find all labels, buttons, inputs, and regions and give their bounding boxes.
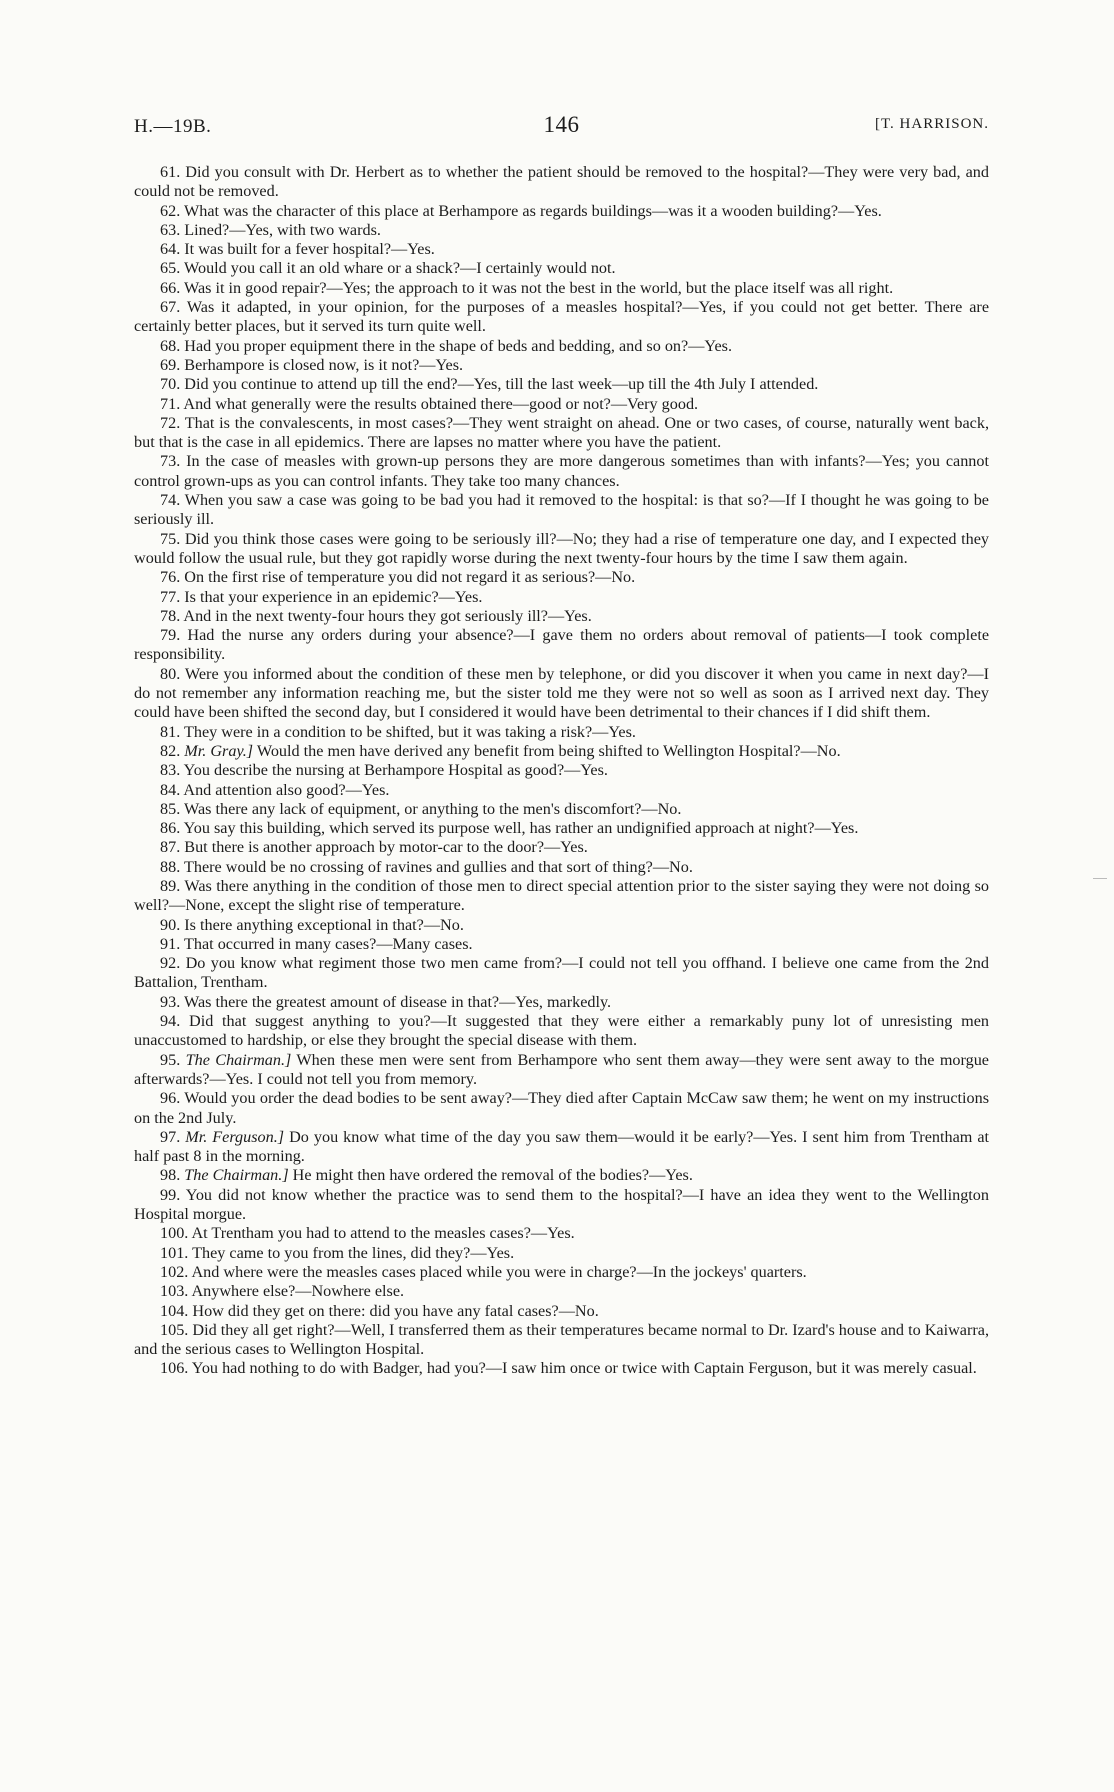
qa-text: 74. When you saw a case was going to be bad you had it removed to the hospital: is that so?—If I thought he was going to be seriously ill. (134, 491, 989, 529)
qa-text: 72. That is the convalescents, in most cases?—They went straight on ahead. One or two cases, of course, naturally went back, but that is the case in all epidemics. There are lapses no matter where you have the patient. (134, 413, 989, 452)
qa-text: Do you know what time of the day you saw them—would it be early?—Yes. I sent him from Trentham at half past 8 in the morning. (134, 1127, 990, 1166)
qa-text: 84. And attention also good?—Yes. (160, 780, 390, 799)
qa-paragraph (134, 1321, 989, 1360)
qa-paragraph (134, 1263, 989, 1282)
qa-text: 76. On the first rise of temperature you did not regard it as serious?—No. (160, 568, 636, 587)
qa-paragraph (134, 588, 989, 607)
qa-text: 91. That occurred in many cases?—Many cases. (160, 934, 473, 953)
qa-paragraph (134, 993, 989, 1012)
qa-paragraph (134, 356, 989, 375)
qa-text: 64. It was built for a fever hospital?—Yes. (160, 240, 435, 259)
qa-text: 93. Was there the greatest amount of disease in that?—Yes, markedly. (160, 992, 612, 1011)
qa-paragraph (134, 279, 989, 298)
qa-text: 80. Were you informed about the condition of these men by telephone, or did you discover it when you came in next day?—I do not remember any information reaching me, but the sister told me they were not so well as soon as I arrived next day. They could have been shifted the second day, but I considered it would have been detrimental to their chances if I did shift them. (134, 664, 989, 722)
qa-paragraph (134, 1282, 989, 1301)
testimony-body (134, 163, 989, 1379)
qa-text: 94. Did that suggest anything to you?—It suggested that they were either a remarkably puny lot of unresisting men unaccustomed to hardship, or else they brought the special disease with them. (134, 1012, 989, 1050)
qa-text: 99. You did not know whether the practice was to send them to the hospital?—I have an idea they went to the Wellington Hospital morgue. (134, 1185, 989, 1224)
speaker-label: Mr. Ferguson.] (185, 1127, 285, 1146)
qa-paragraph (134, 1166, 989, 1185)
page-header (134, 112, 989, 146)
qa-text: 88. There would be no crossing of ravines and gullies and that sort of thing?—No. (160, 857, 693, 876)
margin-mark (1093, 878, 1107, 879)
qa-text: 92. Do you know what regiment those two men came from?—I could not tell you offhand. I believe one came from the 2nd Battalion, Trentham. (134, 954, 989, 992)
qa-paragraph (134, 163, 989, 202)
qa-text: 75. Did you think those cases were going to be seriously ill?—No; they had a rise of temperature one day, and I expected they would follow the usual rule, but they got rapidly worse during the next twenty-four hours by the time I saw them again. (134, 529, 989, 567)
qa-text: 67. Was it adapted, in your opinion, for the purposes of a measles hospital?—Yes, if you could not get better. There are certainly better places, but it served its turn quite well. (134, 298, 989, 336)
qa-paragraph (134, 1051, 989, 1090)
qa-paragraph (134, 337, 989, 356)
qa-text: 89. Was there anything in the condition of those men to direct special attention prior to the sister saying they were not doing so well?—None, except the slight rise of temperature. (134, 876, 989, 915)
question-number: 82. (160, 741, 181, 760)
speaker-label: Mr. Gray.] (184, 741, 254, 760)
qa-text: 85. Was there any lack of equipment, or anything to the men's discomfort?—No. (160, 799, 682, 818)
qa-paragraph (134, 1128, 989, 1167)
question-number: 98. (160, 1166, 181, 1185)
qa-paragraph (134, 259, 989, 278)
qa-paragraph (134, 665, 989, 723)
qa-text: 71. And what generally were the results obtained there—good or not?—Very good. (160, 394, 699, 413)
qa-text: 73. In the case of measles with grown-up persons they are more dangerous sometimes than with infants?—Yes; you cannot control grown-ups as you can control infants. They take too many chances. (134, 452, 989, 490)
qa-paragraph (134, 491, 989, 530)
page-number: 146 (543, 112, 580, 137)
qa-text: 103. Anywhere else?—Nowhere else. (160, 1282, 405, 1301)
qa-text: 100. At Trentham you had to attend to the measles cases?—Yes. (160, 1224, 575, 1243)
qa-paragraph (134, 221, 989, 240)
qa-text: 68. Had you proper equipment there in the shape of beds and bedding, and so on?—Yes. (160, 336, 732, 355)
qa-text: 104. How did they get on there: did you have any fatal cases?—No. (160, 1301, 599, 1320)
qa-text: 90. Is there anything exceptional in that?—No. (160, 915, 464, 934)
qa-text: 63. Lined?—Yes, with two wards. (160, 220, 381, 239)
qa-paragraph (134, 1359, 989, 1378)
qa-paragraph (134, 916, 989, 935)
qa-text: 61. Did you consult with Dr. Herbert as to whether the patient should be removed to the hospital?—They were very bad, and could not be removed. (134, 163, 989, 201)
qa-paragraph (134, 530, 989, 569)
qa-text: 81. They were in a condition to be shifted, but it was taking a risk?—Yes. (160, 722, 636, 741)
qa-text: 87. But there is another approach by motor-car to the door?—Yes. (160, 838, 588, 857)
qa-text: 102. And where were the measles cases placed while you were in charge?—In the jockeys' quarters. (160, 1262, 807, 1281)
qa-paragraph (134, 375, 989, 394)
qa-paragraph (134, 626, 989, 665)
speaker-label: The Chairman.] (185, 1050, 292, 1069)
qa-text: When these men were sent from Berhampore who sent them away—they were sent away to the morgue afterwards?—Yes. I could not tell you from memory. (134, 1050, 989, 1088)
qa-paragraph (134, 452, 989, 491)
qa-text: 62. What was the character of this place at Berhampore as regards buildings—was it a wooden building?—Yes. (160, 201, 882, 220)
qa-paragraph (134, 1186, 989, 1225)
qa-paragraph (134, 819, 989, 838)
qa-text: 101. They came to you from the lines, did they?—Yes. (160, 1243, 515, 1262)
qa-paragraph (134, 607, 989, 626)
qa-paragraph (134, 838, 989, 857)
qa-text: 105. Did they all get right?—Well, I transferred them as their temperatures became normal to Dr. Izard's house and to Kaiwarra, and the serious cases to Wellington Hospital. (134, 1320, 989, 1359)
qa-text: 96. Would you order the dead bodies to be sent away?—They died after Captain McCaw saw them; he went on my instructions on the 2nd July. (134, 1089, 989, 1127)
qa-text: 77. Is that your experience in an epidemic?—Yes. (160, 587, 483, 606)
report-code: H.—19B. (134, 116, 212, 137)
speaker-label: The Chairman.] (184, 1166, 289, 1185)
qa-paragraph (134, 954, 989, 993)
qa-paragraph (134, 877, 989, 916)
qa-paragraph (134, 1089, 989, 1128)
qa-paragraph (134, 781, 989, 800)
qa-paragraph (134, 761, 989, 780)
qa-text: 65. Would you call it an old whare or a shack?—I certainly would not. (160, 259, 616, 278)
qa-text: Would the men have derived any benefit from being shifted to Wellington Hospital?—No. (256, 741, 841, 760)
qa-text: 78. And in the next twenty-four hours they got seriously ill?—Yes. (160, 606, 592, 625)
qa-paragraph (134, 202, 989, 221)
qa-paragraph (134, 1012, 989, 1051)
qa-paragraph (134, 935, 989, 954)
qa-paragraph (134, 1224, 989, 1243)
qa-paragraph (134, 1244, 989, 1263)
qa-text: 69. Berhampore is closed now, is it not?—Yes. (160, 355, 464, 374)
qa-text: 70. Did you continue to attend up till the end?—Yes, till the last week—up till the 4th July I attended. (160, 375, 819, 394)
qa-text: 86. You say this building, which served its purpose well, has rather an undignified approach at night?—Yes. (160, 819, 859, 838)
witness-name: [T. HARRISON. (875, 116, 989, 132)
qa-text: 106. You had nothing to do with Badger, had you?—I saw him once or twice with Captain Ferguson, but it was merely casual. (160, 1359, 977, 1378)
qa-paragraph (134, 240, 989, 259)
qa-text: He might then have ordered the removal of the bodies?—Yes. (292, 1166, 693, 1185)
question-number: 95. (160, 1050, 181, 1069)
question-number: 97. (160, 1127, 181, 1146)
qa-paragraph (134, 414, 989, 453)
qa-text: 79. Had the nurse any orders during your absence?—I gave them no orders about removal of patients—I took complete responsibility. (134, 626, 989, 664)
qa-paragraph (134, 298, 989, 337)
qa-paragraph (134, 568, 989, 587)
qa-text: 66. Was it in good repair?—Yes; the approach to it was not the best in the world, but the place itself was all right. (160, 278, 894, 297)
qa-paragraph (134, 723, 989, 742)
qa-paragraph (134, 1302, 989, 1321)
qa-paragraph (134, 742, 989, 761)
qa-paragraph (134, 858, 989, 877)
qa-text: 83. You describe the nursing at Berhampore Hospital as good?—Yes. (160, 761, 608, 780)
qa-paragraph (134, 800, 989, 819)
qa-paragraph (134, 395, 989, 414)
